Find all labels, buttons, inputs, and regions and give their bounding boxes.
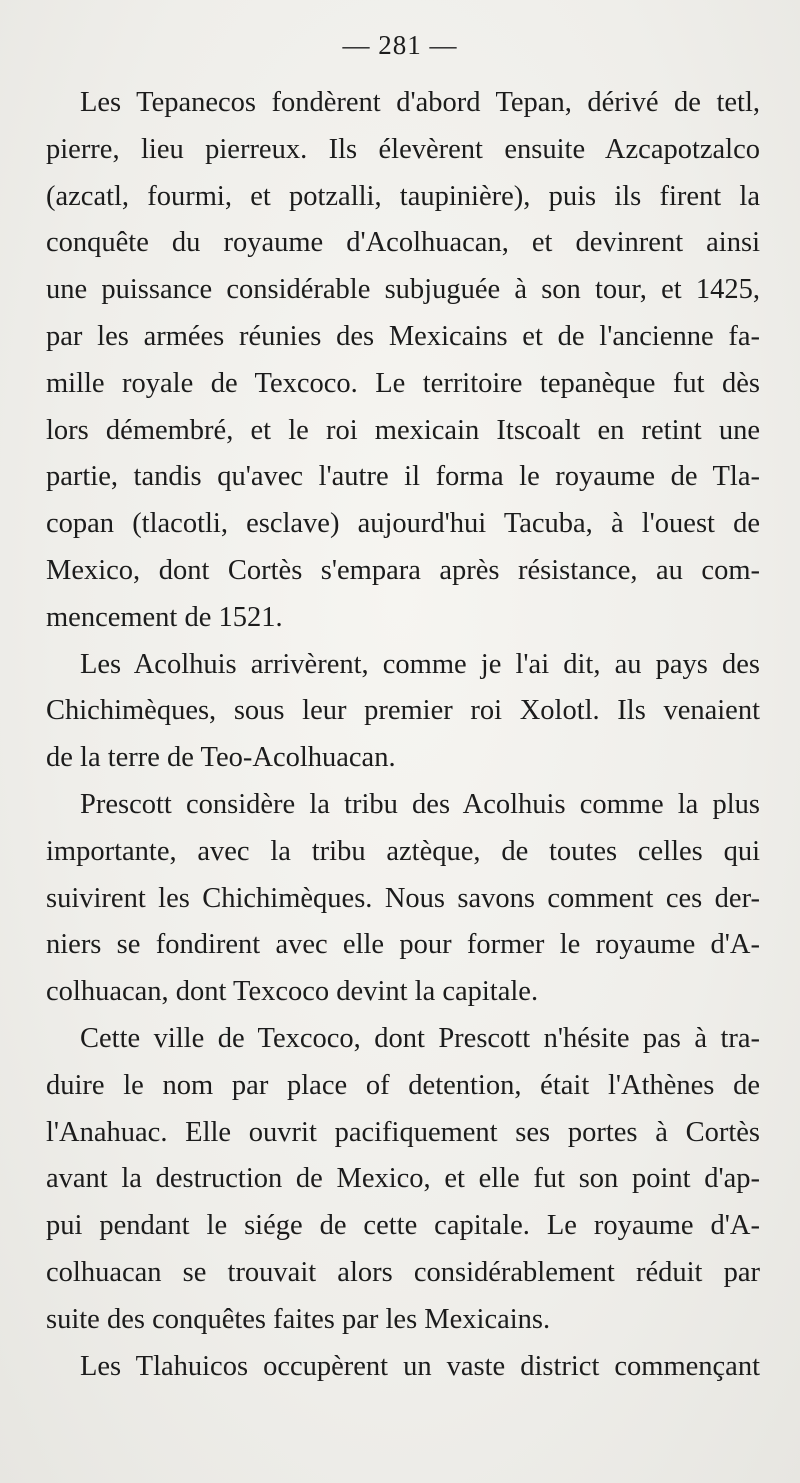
text-line: l'Anahuac. Elle ouvrit pacifiquement ses portes à Cortès	[46, 1116, 760, 1148]
text-line: Chichimèques, sous leur premier roi Xolotl. Ils venaient	[46, 695, 760, 727]
text-line: partie, tandis qu'avec l'autre il forma le royaume de Tla-	[46, 461, 760, 493]
paragraph-tlahuicos	[46, 1344, 760, 1391]
text-line: Prescott considère la tribu des Acolhuis comme la plus	[80, 788, 760, 820]
text-line: Les Tlahuicos occupèrent un vaste district commençant	[80, 1350, 760, 1382]
paragraph-texcoco	[46, 1016, 760, 1344]
text-line: conquête du royaume d'Acolhuacan, et devinrent ainsi	[46, 227, 760, 259]
paragraph-prescott	[46, 782, 760, 1016]
text-line: avant la destruction de Mexico, et elle fut son point d'ap-	[46, 1163, 760, 1195]
text-line: Les Acolhuis arrivèrent, comme je l'ai dit, au pays des	[80, 648, 760, 680]
text-line: duire le nom par place of detention, était l'Athènes de	[46, 1069, 760, 1101]
text-line: par les armées réunies des Mexicains et de l'ancienne fa-	[46, 320, 760, 352]
text-line: mille royale de Texcoco. Le territoire tepanèque fut dès	[46, 367, 760, 399]
text-line: une puissance considérable subjuguée à son tour, et 1425,	[46, 274, 760, 306]
text-line: Cette ville de Texcoco, dont Prescott n'hésite pas à tra-	[80, 1022, 760, 1054]
text-line: mencement de 1521.	[46, 601, 283, 633]
text-body	[46, 80, 760, 1390]
text-line: Mexico, dont Cortès s'empara après résistance, au com-	[46, 554, 760, 586]
text-line: lors démembré, et le roi mexicain Itscoalt en retint une	[46, 414, 760, 446]
page-number: — 281 —	[342, 30, 458, 60]
text-line: suivirent les Chichimèques. Nous savons comment ces der-	[46, 882, 760, 914]
text-line: copan (tlacotli, esclave) aujourd'hui Tacuba, à l'ouest de	[46, 508, 760, 540]
paragraph-acolhuis	[46, 642, 760, 782]
text-line: pui pendant le siége de cette capitale. Le royaume d'A-	[46, 1210, 760, 1242]
text-line: suite des conquêtes faites par les Mexicains.	[46, 1303, 551, 1335]
text-line: niers se fondirent avec elle pour former le royaume d'A-	[46, 929, 760, 961]
text-line: pierre, lieu pierreux. Ils élevèrent ensuite Azcapotzalco	[46, 133, 760, 165]
text-line: (azcatl, fourmi, et potzalli, taupinière), puis ils firent la	[46, 180, 760, 212]
text-line: de la terre de Teo-Acolhuacan.	[46, 742, 396, 774]
text-line: Les Tepanecos fondèrent d'abord Tepan, dérivé de tetl,	[80, 87, 760, 118]
text-line: colhuacan, dont Texcoco devint la capitale.	[46, 976, 539, 1008]
text-line: colhuacan se trouvait alors considérablement réduit par	[46, 1256, 760, 1288]
text-line: importante, avec la tribu aztèque, de toutes celles qui	[46, 835, 760, 867]
paragraph-tepanecos	[46, 80, 760, 642]
